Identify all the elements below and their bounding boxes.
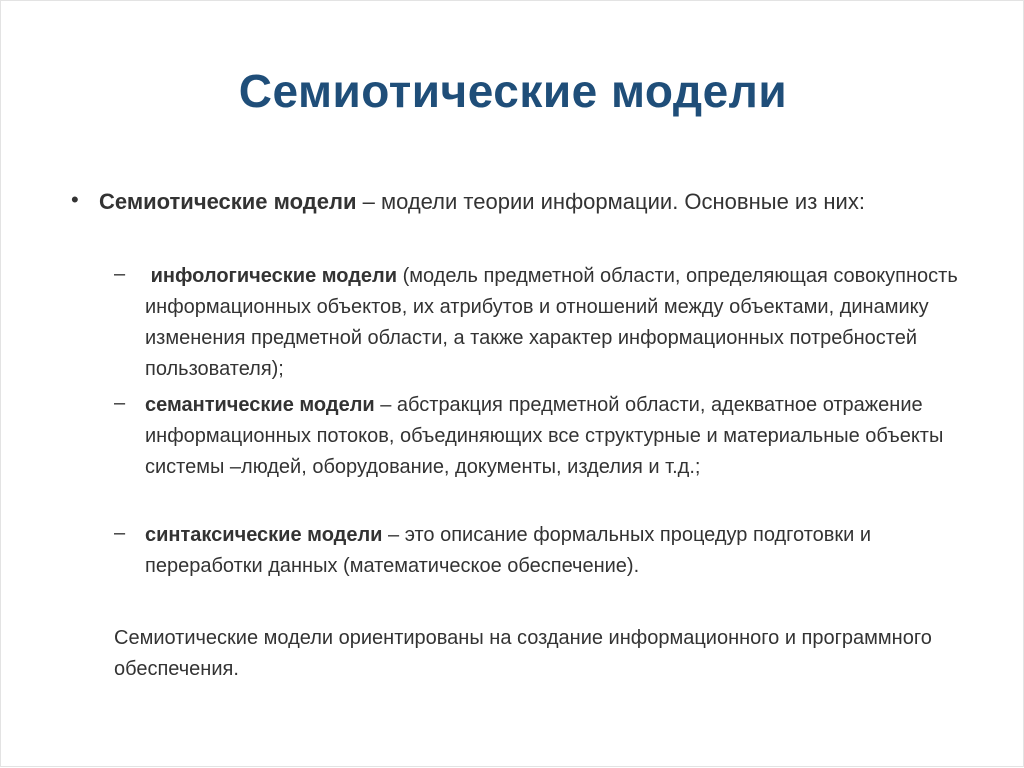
sub-item-term: семантические модели — [145, 394, 375, 416]
bullet-icon: • — [71, 187, 79, 212]
closing-paragraph: Семиотические модели ориентированы на создание информационного и программного обеспечения. — [114, 627, 932, 680]
slide-body — [1, 1, 1024, 768]
sub-item-definition: – абстракция предметной области, адекватное отражение информационных потоков, объединяющих все структурные и материальные объекты системы –людей, оборудование, документы, изделия и т.д.; — [145, 394, 944, 478]
sub-item-term: инфологические модели — [150, 265, 398, 287]
slide-title: Семиотические модели — [238, 65, 788, 117]
sub-item-term: синтаксические модели — [145, 524, 383, 546]
dash-icon: – — [114, 392, 126, 414]
sub-item-text — [145, 390, 965, 483]
main-bullet-text — [99, 185, 959, 219]
main-term: Семиотические модели — [99, 189, 357, 214]
sub-item-definition: (модель предметной области, определяющая совокупность информационных объектов, их атрибутов и отношений между объектами, динамику изменения предметной области, а также характер информационных потребностей пользователя); — [145, 265, 958, 380]
sub-item-text — [145, 520, 965, 582]
dash-icon: – — [114, 263, 126, 285]
main-definition: – модели теории информации. Основные из них: — [356, 189, 865, 214]
dash-icon: – — [114, 522, 126, 544]
sub-item-text — [145, 261, 965, 385]
sub-item-definition: – это описание формальных процедур подготовки и переработки данных (математическое обеспечение). — [145, 524, 872, 577]
